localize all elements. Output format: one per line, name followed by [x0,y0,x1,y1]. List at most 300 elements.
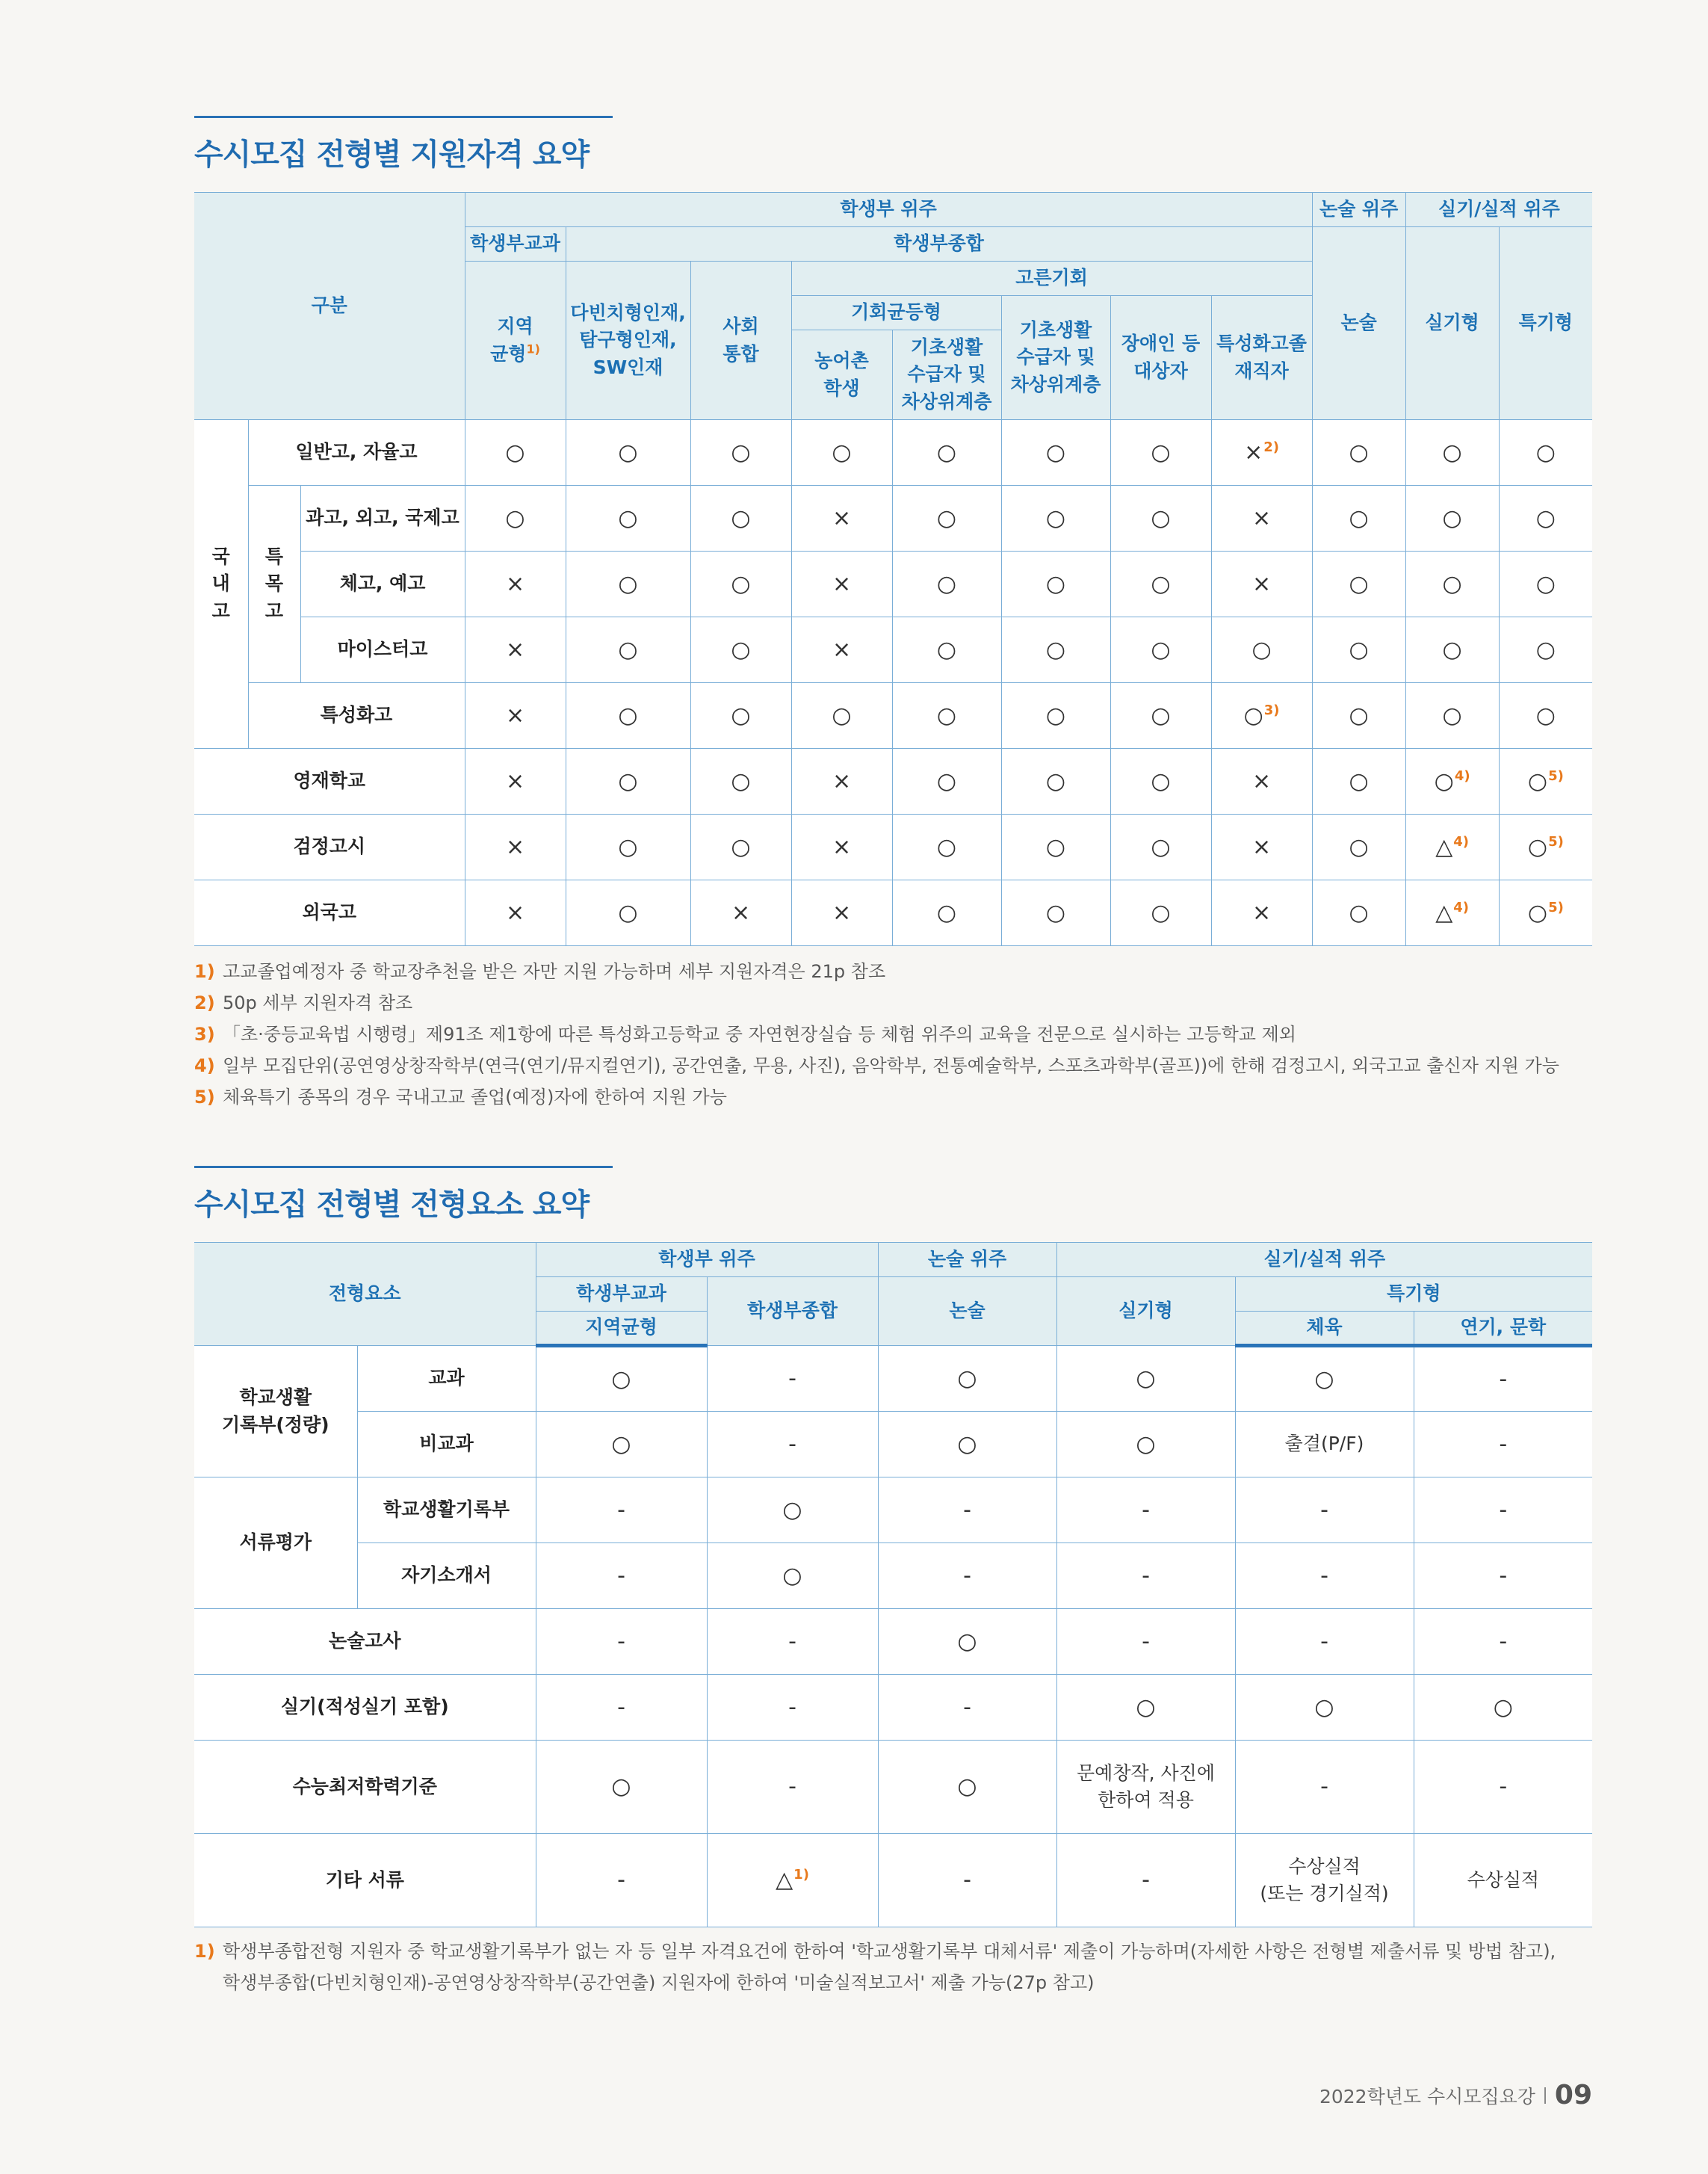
table-cell [878,1675,1056,1741]
table-cell [566,880,690,946]
table-cell [690,552,791,617]
table-cell [1312,683,1405,749]
table-cell [1001,683,1110,749]
cell-value: ○ [1045,439,1066,466]
table-cell [1001,552,1110,617]
table-cell [465,486,566,552]
cell-value: ○ [1151,702,1171,729]
cell-value: - [1499,1365,1508,1392]
table-cell [1056,1477,1235,1543]
cell-value: ○ [731,768,751,794]
cell-value: ○ [1045,504,1066,531]
header-nongeochon: 농어촌 학생 [791,330,892,420]
cell-value: ○ [1535,702,1556,729]
cell-value: - [1142,1562,1150,1589]
cell-value: × [832,636,852,663]
header-sahoe-tonghap: 사회 통합 [690,262,791,420]
table-cell [1235,1543,1414,1609]
cell-value: ○ [832,439,852,466]
table-cell [1056,1346,1235,1412]
table-cell [1312,486,1405,552]
cell-value: ○ [1151,899,1171,926]
cell-value: ○ [1535,439,1556,466]
cell-value: × [832,768,852,794]
table-cell [1414,1741,1592,1834]
header-haksaeng-jonghap-2: 학생부종합 [707,1277,878,1346]
row-label: 실기(적성실기 포함) [194,1675,536,1741]
table-cell [878,1609,1056,1675]
table-cell [892,486,1001,552]
cell-value: ○ [731,570,751,597]
header-silgihyeong: 실기형 [1405,227,1499,420]
footnote-mark-1: 1) [526,342,540,356]
footnote-mark: 4) [1453,899,1470,915]
cell-value: ○ [1045,899,1066,926]
cell-value: ○ [611,1773,631,1800]
cell-value: ○ [936,833,957,860]
table-cell [1405,815,1499,880]
table-row [194,815,1592,880]
table-cell [1235,1477,1414,1543]
table-cell [465,420,566,486]
table-cell [1312,815,1405,880]
table-cell [1414,1412,1592,1477]
cell-value: ○ [618,702,638,729]
cell-value: ○ [618,768,638,794]
header-cheyuk: 체육 [1235,1312,1414,1346]
table-cell [566,486,690,552]
cell-value: - [1320,1496,1328,1523]
table-cell [566,683,690,749]
section-title-eligibility: 수시모집 전형별 지원자격 요약 [194,138,590,172]
cell-value: ○ [1535,570,1556,597]
table-cell [690,749,791,815]
cell-value: × [505,570,525,597]
footnote-mark: 1) [793,1867,809,1883]
section-rule-1 [194,116,613,118]
table-cell [878,1741,1056,1834]
cell-value: ○ [782,1562,802,1589]
cell-value: ○ [1527,768,1548,794]
table-cell [536,1477,707,1543]
footer-doc-title: 2022학년도 수시모집요강 [1319,2085,1535,2107]
table-cell [892,683,1001,749]
cell-value: - [617,1628,625,1655]
cell-value: - [788,1773,796,1800]
cell-value: ○ [1251,636,1272,663]
cell-value: 수상실적 [1467,1868,1540,1891]
table-cell [1211,683,1312,749]
table-row [194,1741,1592,1834]
cell-value: ○ [618,636,638,663]
cell-value: - [1142,1628,1150,1655]
cell-value: - [963,1867,971,1894]
footnote: 1) 학생부종합전형 지원자 중 학교생활기록부가 없는 자 등 일부 자격요건에 한하여 '학교생활기록부 대체서류' 제출이 가능하며(자세한 사항은 전형별 제출서류 및 방법 참고), [194,1941,1556,1962]
group-domestic: 국 내 고 [194,420,248,749]
header-nonsul-wiju-2: 논술 위주 [878,1243,1056,1277]
cell-value: △ [776,1867,793,1894]
cell-value: ○ [1527,899,1548,926]
table-cell [878,1834,1056,1927]
cell-value: - [617,1867,625,1894]
header-teuksunghwa-jaejikja: 특성화고졸 재직자 [1211,296,1312,420]
table-cell [1056,1675,1235,1741]
row-label: 과고, 외고, 국제고 [300,486,465,552]
table-cell [1414,1609,1592,1675]
table-cell [1499,617,1592,683]
cell-value: ○ [1136,1693,1156,1720]
cell-value: 한하여 적용 [1098,1789,1194,1811]
table-row [194,617,1592,683]
header-jiyeok-2: 지역균형 [536,1312,707,1346]
table-cell [1499,420,1592,486]
header-haksaeng-wiju-2: 학생부 위주 [536,1243,878,1277]
cell-value: ○ [936,636,957,663]
table-cell [1499,683,1592,749]
table-cell [1211,617,1312,683]
cell-value: ○ [1151,439,1171,466]
cell-value: ○ [1151,833,1171,860]
header-nonsul: 논술 [1312,227,1405,420]
cell-value: △ [1435,833,1453,860]
cell-value: ○ [1527,833,1548,860]
footnote-mark: 2) [1263,439,1280,455]
header-haksaeng-wiju: 학생부 위주 [465,193,1312,227]
table-cell [465,617,566,683]
cell-value: ○ [618,899,638,926]
table-cell [791,749,892,815]
table-cell [707,1412,878,1477]
header-yeongi-munhak: 연기, 문학 [1414,1312,1592,1346]
header-yoso: 전형요소 [194,1243,536,1346]
header-haksaeng-gyogwa: 학생부교과 [465,227,566,262]
table-cell [791,486,892,552]
page-number: 09 [1554,2080,1592,2110]
table-cell [1414,1346,1592,1412]
cell-value: ○ [618,833,638,860]
table-cell [690,617,791,683]
cell-value: 출결(P/F) [1284,1433,1364,1455]
cell-value: - [1320,1628,1328,1655]
table-row [194,1477,1592,1543]
table-cell [892,617,1001,683]
table-cell [1235,1741,1414,1834]
table-cell [1211,880,1312,946]
cell-value: ○ [1535,636,1556,663]
row-label: 특성화고 [248,683,465,749]
table-cell [536,1346,707,1412]
cell-value: × [832,833,852,860]
cell-value: - [1499,1496,1508,1523]
cell-value: ○ [1045,768,1066,794]
table-cell [1312,749,1405,815]
table-cell [465,815,566,880]
header-gubun: 구분 [194,193,465,420]
cell-value: ○ [1349,504,1369,531]
footnote: 5) 체육특기 종목의 경우 국내고교 졸업(예정)자에 한하여 지원 가능 [194,1087,727,1108]
cell-value: ○ [611,1430,631,1457]
footnote-mark: 5) [1548,833,1564,850]
row-label: 교과 [357,1346,536,1412]
cell-value: ○ [731,636,751,663]
cell-value: ○ [1349,439,1369,466]
footnote: 4) 일부 모집단위(공연영상창작학부(연극(연기/뮤지컬연기), 공간연출, 무용, 사진), 음악학부, 전통예술학부, 스포츠과학부(골프))에 한해 검정고시, 외국고교 출신자 지원 가능 [194,1055,1559,1076]
header-nonsul-wiju: 논술 위주 [1312,193,1405,227]
cell-value: ○ [1151,504,1171,531]
cell-value: ○ [1136,1365,1156,1392]
cell-value: ○ [1045,702,1066,729]
table-cell [1312,617,1405,683]
table-cell [1405,420,1499,486]
table-cell [791,815,892,880]
table-cell [791,420,892,486]
cell-value: ○ [957,1430,977,1457]
footnote: 2) 50p 세부 지원자격 참조 [194,992,413,1013]
table-cell [536,1675,707,1741]
cell-value: ○ [611,1365,631,1392]
cell-value: ○ [1349,768,1369,794]
table-cell [1312,552,1405,617]
eligibility-footnotes [194,956,1614,1113]
cell-value: ○ [936,899,957,926]
footnote-mark: 5) [1548,768,1564,784]
header-teukgihyeong-2: 특기형 [1235,1277,1592,1312]
table-cell [1499,486,1592,552]
cell-value: 수상실적 [1288,1855,1361,1877]
table-cell [1405,880,1499,946]
footnote-mark: 3) [1263,702,1280,718]
cell-value: ○ [782,1496,802,1523]
header-jangaein: 장애인 등 대상자 [1110,296,1211,420]
table-cell [707,1741,878,1834]
cell-value: ○ [1045,636,1066,663]
cell-value: × [832,899,852,926]
cell-value: ○ [618,439,638,466]
table-cell [1414,1543,1592,1609]
table-cell [707,1543,878,1609]
table-cell [690,486,791,552]
table-cell [1211,420,1312,486]
table-cell [892,420,1001,486]
cell-value: ○ [1349,833,1369,860]
cell-value: ○ [1349,702,1369,729]
table-cell [1056,1834,1235,1927]
table-cell [1235,1346,1414,1412]
table-cell [465,552,566,617]
table-cell [536,1543,707,1609]
footnote: 학생부종합(다빈치형인재)-공연영상창작학부(공간연출) 지원자에 한하여 '미술실적보고서' 제출 가능(27p 참고) [223,1972,1095,1993]
table-cell [536,1741,707,1834]
table-cell [1211,815,1312,880]
cell-value: × [1251,833,1272,860]
cell-value: × [1251,570,1272,597]
cell-value: △ [1435,899,1453,926]
table-cell [1110,420,1211,486]
cell-value: ○ [936,768,957,794]
header-gihoe-gyundeung: 기회균등형 [791,296,1001,330]
cell-value: ○ [1314,1693,1334,1720]
group-document-eval: 서류평가 [194,1477,357,1609]
group-school-record: 학교생활 기록부(정량) [194,1346,357,1477]
cell-value: ○ [731,702,751,729]
table-cell [1001,749,1110,815]
row-label: 기타 서류 [194,1834,536,1927]
cell-value: - [963,1496,971,1523]
table-cell [1110,749,1211,815]
cell-value: 문예창작, 사진에 [1077,1761,1215,1784]
cell-value: × [505,899,525,926]
cell-value: ○ [505,439,525,466]
cell-value: ○ [1349,899,1369,926]
cell-value: - [963,1562,971,1589]
cell-value: - [1499,1430,1508,1457]
table-row [194,749,1592,815]
cell-value: ○ [957,1628,977,1655]
table-cell [1405,683,1499,749]
header-silgi-wiju-2: 실기/실적 위주 [1056,1243,1592,1277]
row-label: 일반고, 자율고 [248,420,465,486]
cell-value: × [731,899,751,926]
cell-value: ○ [1442,702,1462,729]
cell-value: × [1244,439,1263,466]
row-label: 논술고사 [194,1609,536,1675]
page-footer [1319,2080,1592,2110]
table-cell [1211,486,1312,552]
table-cell [1405,552,1499,617]
cell-value: ○ [1314,1365,1334,1392]
table-row [194,1834,1592,1927]
cell-value: ○ [1349,570,1369,597]
table-cell [1499,815,1592,880]
cell-value: - [617,1693,625,1720]
cell-value: ○ [505,504,525,531]
cell-value: × [832,570,852,597]
cell-value: - [1320,1773,1328,1800]
table-cell [1499,749,1592,815]
cell-value: ○ [731,504,751,531]
row-label: 마이스터고 [300,617,465,683]
table-cell [1056,1412,1235,1477]
cell-value: - [963,1693,971,1720]
header-haksaeng-jonghap: 학생부종합 [566,227,1312,262]
cell-value: - [788,1693,796,1720]
table-cell [1405,617,1499,683]
table-cell [1110,683,1211,749]
table-row [194,1543,1592,1609]
table-cell [1001,880,1110,946]
table-cell [1312,420,1405,486]
table-cell [892,552,1001,617]
table-cell [465,683,566,749]
section-title-elements: 수시모집 전형별 전형요소 요약 [194,1188,590,1222]
footnote: 3) 「초·중등교육법 시행령」제91조 제1항에 따른 특성화고등학교 중 자연현장실습 등 체험 위주의 교육을 전문으로 실시하는 고등학교 제외 [194,1024,1296,1045]
table-cell [791,552,892,617]
table-cell [566,420,690,486]
header-goreun-gihoe: 고른기회 [791,262,1312,296]
table-cell [1001,617,1110,683]
cell-value: ○ [936,439,957,466]
table-cell [1001,815,1110,880]
cell-value: ○ [1442,504,1462,531]
cell-value: × [505,833,525,860]
section-rule-2 [194,1166,613,1168]
table-cell [690,420,791,486]
table-row [194,1675,1592,1741]
table-cell [892,815,1001,880]
cell-value: ○ [1151,570,1171,597]
cell-value: × [505,702,525,729]
table-cell [1235,1609,1414,1675]
table-cell [1056,1543,1235,1609]
cell-value: ○ [731,439,751,466]
cell-value: ○ [1045,570,1066,597]
header-teukgihyeong: 특기형 [1499,227,1592,420]
cell-value: - [1499,1628,1508,1655]
cell-value: (또는 경기실적) [1260,1883,1389,1904]
table-row [194,486,1592,552]
cell-value: ○ [1349,636,1369,663]
table-cell [1405,749,1499,815]
table-row [194,683,1592,749]
cell-value: × [832,504,852,531]
cell-value: ○ [1535,504,1556,531]
cell-value: × [1251,899,1272,926]
row-label: 검정고시 [194,815,465,880]
row-label: 학교생활기록부 [357,1477,536,1543]
table-cell [791,617,892,683]
cell-value: ○ [1243,702,1263,729]
cell-value: ○ [936,504,957,531]
footer-divider [1544,2087,1546,2104]
table-cell [878,1543,1056,1609]
table-row [194,1346,1592,1412]
table-cell [707,1675,878,1741]
table-cell [1499,552,1592,617]
cell-value: × [505,768,525,794]
row-label: 체고, 예고 [300,552,465,617]
cell-value: ○ [731,833,751,860]
row-label: 비교과 [357,1412,536,1477]
table-cell [1414,1477,1592,1543]
table-cell [566,617,690,683]
elements-footnotes [194,1936,1614,1998]
header-nonsul-2: 논술 [878,1277,1056,1346]
table-row [194,552,1592,617]
table-cell [1110,880,1211,946]
cell-value: ○ [957,1773,977,1800]
table-row [194,420,1592,486]
table-cell [536,1834,707,1927]
table-cell [1414,1834,1592,1927]
table-cell [1499,880,1592,946]
cell-value: ○ [1493,1693,1513,1720]
table-cell [707,1346,878,1412]
table-cell [707,1609,878,1675]
table-cell [1211,552,1312,617]
table-cell [1312,880,1405,946]
cell-value: - [1499,1773,1508,1800]
table-cell [1056,1609,1235,1675]
header-gicho-saenghwal: 기초생활 수급자 및 차상위계층 [1001,296,1110,420]
table-cell [690,880,791,946]
group-special: 특 목 고 [248,486,300,683]
table-cell [1001,420,1110,486]
cell-value: ○ [832,702,852,729]
footnote-mark: 4) [1454,768,1470,784]
table-cell [892,749,1001,815]
cell-value: × [1251,768,1272,794]
header-silgi-wiju: 실기/실적 위주 [1405,193,1592,227]
